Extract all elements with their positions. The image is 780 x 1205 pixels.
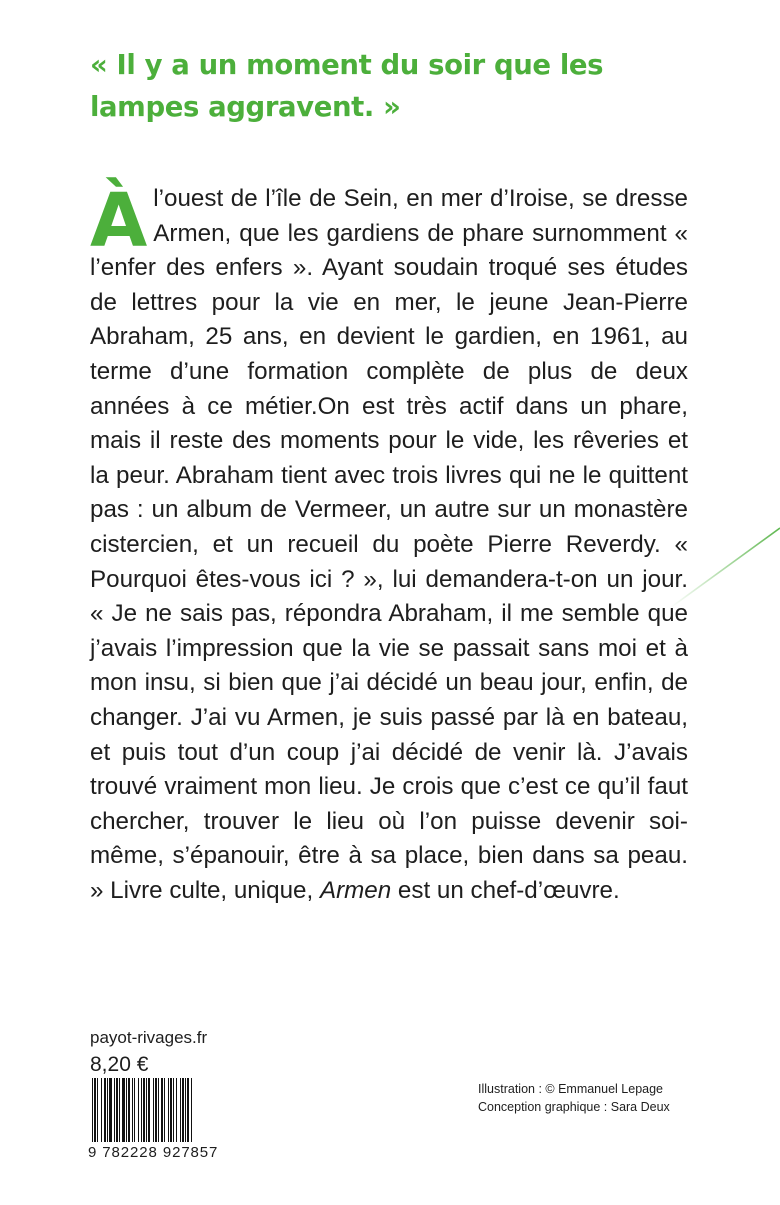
book-title-italic: Armen <box>319 876 392 904</box>
design-credit: Conception graphique : Sara Deux <box>478 1100 670 1114</box>
description-text: l’ouest de l’île de Sein, en mer d’Iroise, se dresse Armen, que les gardiens de phare surnomment « l’enfer des enfers ». Ayant soudain troqué ses études de lettres pour la vie en mer, le jeune Jean-Pierre Abraham, 25 ans, en devient le gardien, en 1961, au terme d’une formation complète de plus de deux années à ce métier.On est très actif dans un phare, mais il reste des moments pour le vide, les rêveries et la peur. Abraham tient avec trois livres qui ne le quittent pas : un album de Vermeer, un autre sur un monastère cistercien, et un recueil du poète Pierre Reverdy. « Pourquoi êtes-vous ici ? », lui demandera-t-on un jour. « Je ne sais pas, répondra Abraham, il me semble que j’avais l’impression que la vie se passait sans moi et à mon insu, si bien que j’ai décidé un beau jour, enfin, de changer. J’ai vu Armen, je suis passé par là en bateau, et puis tout d’un coup j’ai décidé de venir là. J’avais trouvé vraiment mon lieu. Je crois que c’est ce qu’il faut chercher, trouver le lieu où l’on puisse devenir soi-même, s’épanouir, être à sa place, bien dans sa peau. » Livre culte, unique, <box>90 185 688 904</box>
description-ending: est un chef-d’œuvre. <box>397 876 620 904</box>
drop-cap-letter: À <box>90 178 148 264</box>
publisher-website: payot-rivages.fr <box>90 1028 208 1047</box>
lighthouse-beam-decoration <box>670 520 780 610</box>
book-description <box>90 178 688 908</box>
credits-block <box>478 1080 670 1116</box>
book-price: 8,20 € <box>90 1053 149 1076</box>
isbn-number: 9 782228 927857 <box>88 1144 219 1161</box>
isbn-barcode <box>88 1078 248 1146</box>
illustration-credit: Illustration : © Emmanuel Lepage <box>478 1082 664 1096</box>
back-cover-quote: « Il y a un moment du soir que les lampes aggravent. » <box>90 49 604 123</box>
